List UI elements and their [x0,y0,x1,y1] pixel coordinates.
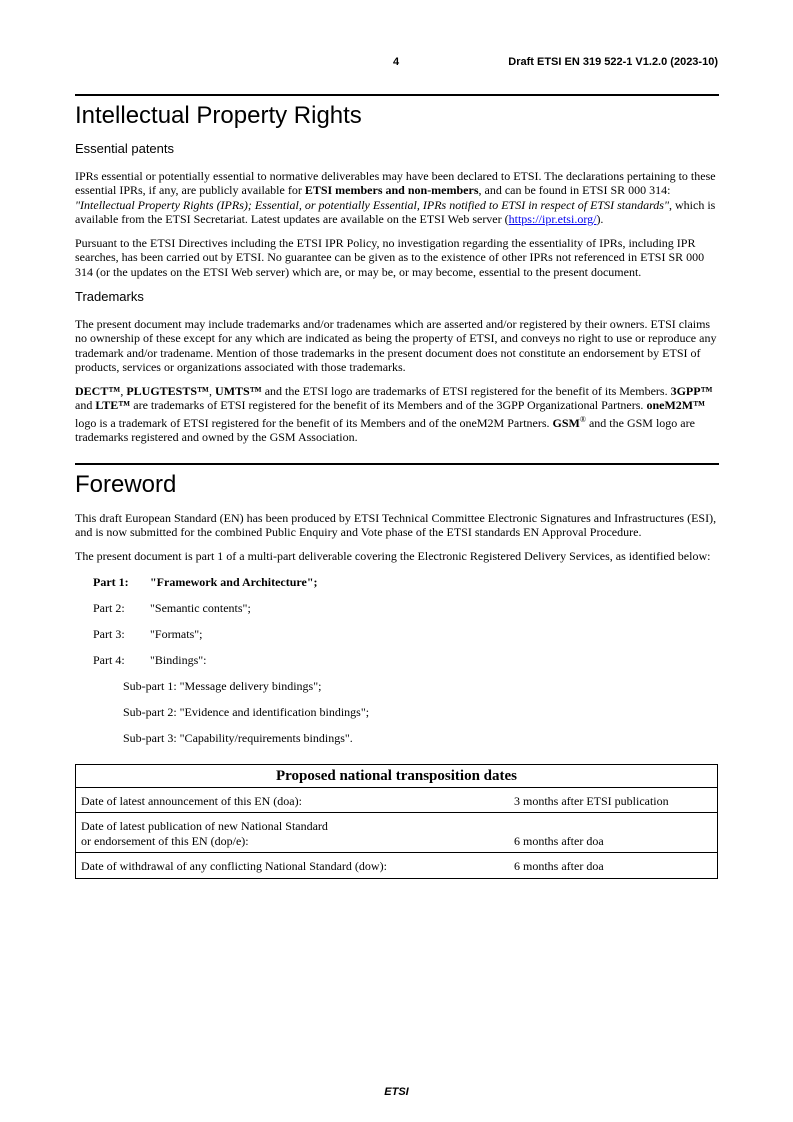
ipr-section-title: Intellectual Property Rights [75,94,719,130]
table-cell-value: 6 months after doa [509,813,718,853]
transposition-table-title: Proposed national transposition dates [76,765,718,788]
part-item: Part 1: "Framework and Architecture"; [93,575,318,589]
table-row [76,853,718,879]
ipr-etsi-link[interactable]: https://ipr.etsi.org/ [508,212,597,226]
table-cell-value: 6 months after doa [514,859,604,873]
foreword-section-title: Foreword [75,463,719,499]
table-cell-label: Date of latest publication of new National Standard or endorsement of this EN (dop/e): [76,813,510,853]
document-reference: Draft ETSI EN 319 522-1 V1.2.0 (2023-10) [508,56,718,68]
part-item: Part 3: "Formats"; [93,627,203,641]
trademarks-heading: Trademarks [75,289,144,304]
page-number: 4 [393,56,400,68]
table-row [76,813,718,853]
essential-patents-heading: Essential patents [75,141,175,156]
essential-patents-paragraph-2: Pursuant to the ETSI Directives including the ETSI IPR Policy, no investigation regarding the essentiality of IPRs, including IPR searches, has been carried out by ETSI. No guarantee can be given as to the existence of other IPRs not referenced in ETSI SR 000 314 (or the updates on the ETSI Web server) which are, or may be, or may become, essential to the present document. [75,235,705,279]
part-item: Part 2: "Semantic contents"; [93,601,251,615]
table-cell-value: 3 months after ETSI publication [509,787,718,813]
parts-list [93,575,719,746]
trademarks-paragraph-2: DECT™, PLUGTESTS™, UMTS™ and the ETSI logo are trademarks of ETSI registered for the benefit of its Members. 3GPP™ and LTE™ are trademarks of ETSI registered for the benefit of its Members and of the 3GPP Organizational Partners. oneM2M™ logo is a trademark of ETSI registered for the benefit of its Members and of the oneM2M Partners. GSM® and the GSM logo are trademarks registered and owned by the GSM Association. [75,383,713,444]
table-row [76,787,718,813]
subpart-item: Sub-part 2: "Evidence and identification bindings"; [123,705,370,719]
part-item: Part 4: "Bindings": [93,653,207,667]
foreword-paragraph-2: The present document is part 1 of a multi-part deliverable covering the Electronic Registered Delivery Services, as identified below: [75,548,711,563]
transposition-dates-table [75,764,718,879]
trademarks-paragraph-1: The present document may include trademarks and/or tradenames which are asserted and/or registered by their owners. ETSI claims no ownership of these except for any which are indicated as being the property of ETSI, and conveys no right to use or reproduce any trademark and/or tradename. Mention of those trademarks in the present document does not constitute an endorsement by ETSI of products, services or organizations associated with those trademarks. [75,316,717,374]
page-footer: ETSI [384,1086,409,1098]
page-content [75,94,719,879]
subpart-item: Sub-part 3: "Capability/requirements bindings". [123,731,353,745]
foreword-paragraph-1: This draft European Standard (EN) has been produced by ETSI Technical Committee Electronic Signatures and Infrastructures (ESI), and is now submitted for the combined Public Enquiry and Vote phase of the ETSI standards EN Approval Procedure. [75,510,717,539]
table-cell-label: Date of latest announcement of this EN (doa): [76,787,510,813]
essential-patents-paragraph-1: IPRs essential or potentially essential to normative deliverables may have been declared to ETSI. The declarations pertaining to these essential IPRs, if any, are publicly available for ETSI members and non-members, and can be found in ETSI SR 000 314: "Intellectual Property Rights (IPRs); Essential, or potentially Essential, IPRs notified to ETSI in respect of ETSI standards", which is available from the ETSI Secretariat. Latest updates are available on the ETSI Web server (https://ipr.etsi.org/). [75,168,716,226]
subpart-item: Sub-part 1: "Message delivery bindings"; [123,679,322,693]
table-cell-label: Date of withdrawal of any conflicting National Standard (dow): [81,859,387,873]
page-header [75,56,718,74]
